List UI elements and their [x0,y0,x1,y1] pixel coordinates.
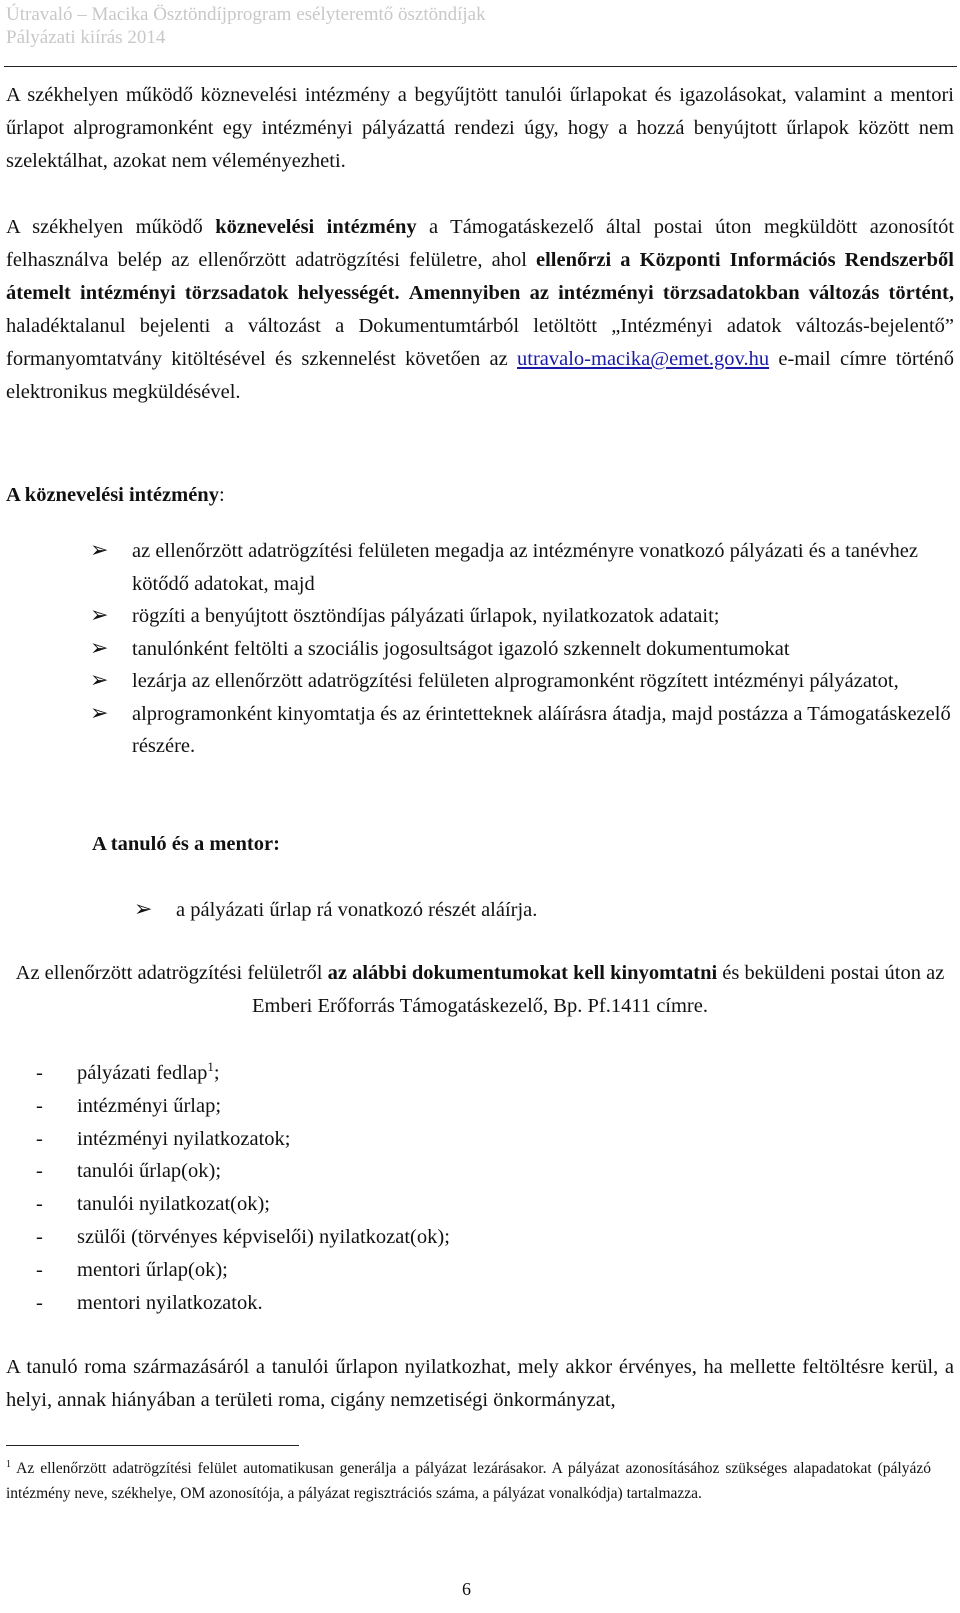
list-item [36,1123,736,1156]
list-item [90,665,956,698]
text-segment: és beküldeni postai úton az Emberi Erőforrás Támogatáskezelő, Bp. Pf.1411 címre. [252,962,945,1017]
list-item-text: mentori nyilatkozatok. [77,1291,263,1314]
paragraph-roma-declaration: A tanuló roma származásáról a tanulói űrlapon nyilatkozhat, mely akkor érvényes, ha mellette feltöltésre kerül, a helyi, annak hiányában a területi roma, cigány nemzetiségi önkormányzat, [6,1356,954,1411]
text-segment: A székhelyen működő [6,216,216,238]
dash-bullet: - [36,1062,43,1084]
list-item-text: alprogramonként kinyomtatja és az érintetteknek aláírásra átadja, majd postázza a Támogatáskezelő részére. [132,702,951,757]
list-item [134,894,954,927]
footnote-text: Az ellenőrzött adatrögzítési felület automatikusan generálja a pályázat lezárásakor. A pályázat azonosításához szükséges alapadatokat (pályázó intézmény neve, székhelye, OM azonosítója, a pályázat regisztrációs száma, a pályázat vonalkódja) tartalmazza. [6,1460,931,1502]
list-item-text: mentori űrlap(ok); [77,1258,228,1281]
list-item-text: pályázati fedlap [77,1062,208,1084]
list-item-text: rögzíti a benyújtott ösztöndíjas pályázati űrlapok, nyilatkozatok adatait; [132,605,720,627]
list-item-text: szülői (törvényes képviselői) nyilatkozat(ok); [77,1225,450,1248]
text-segment [400,282,409,304]
dash-bullet: - [36,1127,43,1150]
footnote [6,1456,931,1506]
print-instruction [0,957,960,1023]
list-item [36,1057,736,1090]
footnote-divider [6,1445,299,1446]
list-item [36,1254,736,1287]
institution-heading [6,480,225,510]
arrowhead-bullet-icon: ➢ [134,897,153,922]
page-number: 6 [462,1579,471,1599]
list-item-text: tanulói űrlap(ok); [77,1160,222,1183]
dash-bullet: - [36,1291,43,1314]
list-item [90,535,956,600]
bold-segment: Amennyiben az intézményi törzsadatokban változás történt, [408,282,954,304]
list-item-text: a pályázati űrlap rá vonatkozó részét aláírja. [176,899,538,921]
header-divider [4,66,957,67]
list-item-text: intézményi űrlap; [77,1094,222,1117]
arrowhead-bullet-icon: ➢ [90,603,109,628]
list-item [36,1155,736,1188]
heading-bold: A köznevelési intézmény [6,484,219,506]
email-link[interactable]: utravalo-macika@emet.gov.hu [517,348,770,370]
heading-bold: A tanuló és a mentor: [92,833,280,855]
list-item [90,633,956,666]
list-item-text: tanulói nyilatkozat(ok); [77,1193,270,1216]
dash-bullet: - [36,1258,43,1281]
paragraph-institution-login [6,211,954,409]
list-item-text: tanulónként feltölti a szociális jogosultságot igazoló szkennelt dokumentumokat [132,637,790,660]
list-item-text: lezárja az ellenőrzött adatrögzítési felületen alprogramonként rögzített intézményi pályázatot, [132,670,899,692]
bold-segment: köznevelési intézmény [215,216,417,238]
running-header-title: Útravaló – Macika Ösztöndíjprogram esélyteremtő ösztöndíjak [6,4,486,25]
arrowhead-bullet-icon: ➢ [90,668,109,693]
heading-tail: : [218,484,225,506]
list-item-suffix: ; [213,1062,220,1084]
text-segment: haladéktalanul bejelenti a változást a Dokumentumtárból letöltött „Intézményi adatok változás-bejelentő” formanyomtatvány kitöltésével és szkennelést követően az [6,315,954,370]
running-header-subtitle: Pályázati kiírás 2014 [6,27,166,48]
list-item [36,1287,736,1320]
student-mentor-heading [92,829,280,859]
institution-task-list [90,535,956,763]
list-item-text: intézményi nyilatkozatok; [77,1127,291,1150]
bold-segment: az alábbi dokumentumokat kell kinyomtatni [327,962,718,984]
list-item [36,1221,736,1254]
list-item [36,1188,736,1221]
footnote-marker: 1 [6,1458,11,1470]
list-item-text: az ellenőrzött adatrögzítési felületen megadja az intézményre vonatkozó pályázati és a tanévhez kötődő adatokat, majd [132,540,919,595]
text-segment: Az ellenőrzött adatrögzítési felületről [15,962,328,984]
text-segment: e-mail címre történő elektronikus megküldésével. [6,348,954,403]
arrowhead-bullet-icon: ➢ [90,635,109,661]
paragraph-institution-collects: A székhelyen működő köznevelési intézmény a begyűjtött tanulói űrlapokat és igazolásokat, valamint a mentori űrlapot alprogramonként egy intézményi pályázattá rendezi úgy, hogy a hozzá benyújtott űrlapok között nem szelektálhat, azokat nem véleményezheti. [6,84,954,172]
dash-bullet: - [36,1225,43,1248]
dash-bullet: - [36,1193,43,1216]
arrowhead-bullet-icon: ➢ [90,700,109,726]
dash-bullet: - [36,1094,43,1117]
text-segment: a Támogatáskezelő által postai úton megküldött azonosítót felhasználva belép az ellenőrzött adatrögzítési felületre, ahol [6,216,955,271]
arrowhead-bullet-icon: ➢ [90,538,109,563]
list-item [90,600,956,633]
list-item [36,1090,736,1123]
footnote-reference[interactable]: 1 [207,1059,214,1075]
bold-segment: ellenőrzi a Központi Információs Rendszerből átemelt intézményi törzsadatok helyességét. [6,249,955,304]
document-list [36,1057,736,1319]
student-task-list [134,894,954,927]
dash-bullet: - [36,1160,43,1183]
list-item [90,698,956,763]
